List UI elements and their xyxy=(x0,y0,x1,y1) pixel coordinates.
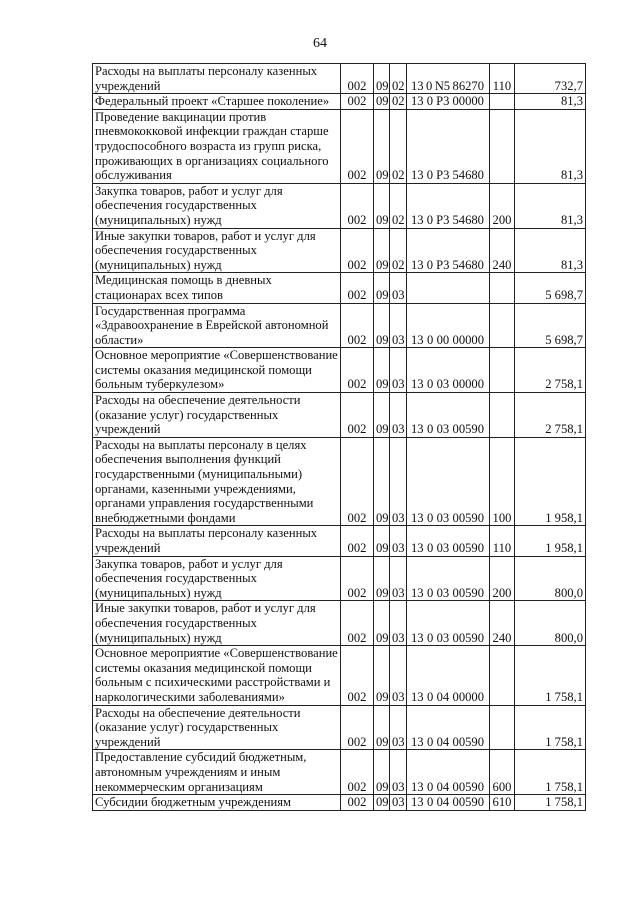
row-name-cell: Расходы на выплаты персоналу в целях обеспечения выполнения функций государственными (муниципальными) органами, казенными учреждениями, органами управления государственными внебюджетными фондами xyxy=(93,437,341,526)
target-article-cell xyxy=(407,556,490,601)
expense-type-cell: 100 xyxy=(490,437,515,526)
target-article-code xyxy=(409,780,487,795)
table-row xyxy=(93,94,586,110)
row-name-cell: Проведение вакцинации против пневмококковой инфекции граждан старше трудоспособного возраста из групп риска, проживающих в организациях социального обслуживания xyxy=(93,109,341,183)
table-row xyxy=(93,705,586,750)
target-article-part: 0 xyxy=(426,630,434,645)
row-name-cell: Расходы на обеспечение деятельности (оказание услуг) государственных учреждений xyxy=(93,705,341,750)
ved-cell: 002 xyxy=(341,348,374,393)
sum-cell: 1 758,1 xyxy=(515,705,586,750)
row-name-cell: Расходы на выплаты персоналу казенных учреждений xyxy=(93,64,341,94)
section-cell: 09 xyxy=(374,646,390,705)
row-name-cell: Основное мероприятие «Совершенствование системы оказания медицинской помощи больным с психическими расстройствами и наркологическими заболеваниями» xyxy=(93,646,341,705)
subsection-cell: 03 xyxy=(390,795,407,811)
ved-cell: 002 xyxy=(341,705,374,750)
sum-cell: 5 698,7 xyxy=(515,273,586,303)
table-row xyxy=(93,109,586,183)
target-article-cell xyxy=(407,273,490,303)
target-article-cell xyxy=(407,601,490,646)
expense-type-cell xyxy=(490,109,515,183)
ved-cell: 002 xyxy=(341,109,374,183)
subsection-cell: 03 xyxy=(390,750,407,795)
table-row xyxy=(93,393,586,438)
row-name-cell: Государственная программа «Здравоохранение в Еврейской автономной области» xyxy=(93,303,341,348)
subsection-cell: 02 xyxy=(390,94,407,110)
sum-cell: 81,3 xyxy=(515,183,586,228)
subsection-cell: 02 xyxy=(390,183,407,228)
target-article-code xyxy=(409,79,487,94)
target-article-cell xyxy=(407,64,490,94)
section-cell: 09 xyxy=(374,94,390,110)
sum-cell: 1 958,1 xyxy=(515,437,586,526)
section-cell: 09 xyxy=(374,705,390,750)
target-article-cell xyxy=(407,646,490,705)
target-article-part: 0 xyxy=(426,585,434,600)
expense-type-cell: 200 xyxy=(490,183,515,228)
target-article-part: 03 xyxy=(436,585,450,600)
table-row xyxy=(93,601,586,646)
subsection-cell: 02 xyxy=(390,64,407,94)
target-article-part: 13 xyxy=(411,795,424,810)
target-article-part: 0 xyxy=(426,689,434,704)
target-article-part: 0 xyxy=(426,779,434,794)
target-article-part: 04 xyxy=(436,689,450,704)
target-article-part: 00590 xyxy=(452,510,484,525)
table-row xyxy=(93,228,586,273)
subsection-cell: 03 xyxy=(390,646,407,705)
row-name-cell: Федеральный проект «Старшее поколение» xyxy=(93,94,341,110)
target-article-cell xyxy=(407,183,490,228)
subsection-cell: 03 xyxy=(390,705,407,750)
table-row xyxy=(93,303,586,348)
target-article-code xyxy=(409,631,487,646)
target-article-code xyxy=(409,377,487,392)
target-article-part: 00000 xyxy=(452,377,484,392)
target-article-code xyxy=(409,168,487,183)
expense-type-cell: 240 xyxy=(490,601,515,646)
target-article-part: 13 xyxy=(411,78,424,93)
target-article-code xyxy=(409,258,487,273)
sum-cell: 800,0 xyxy=(515,601,586,646)
target-article-cell xyxy=(407,109,490,183)
target-article-part: 13 xyxy=(411,212,424,227)
target-article-cell xyxy=(407,303,490,348)
target-article-code xyxy=(409,795,487,810)
section-cell: 09 xyxy=(374,303,390,348)
target-article-code xyxy=(409,586,487,601)
target-article-code xyxy=(409,690,487,705)
target-article-part: P3 xyxy=(436,168,450,183)
target-article-part: 13 xyxy=(411,377,424,392)
target-article-part: 00590 xyxy=(452,585,484,600)
expense-type-cell: 110 xyxy=(490,526,515,556)
table-row xyxy=(93,526,586,556)
target-article-part: 13 xyxy=(411,585,424,600)
target-article-code xyxy=(409,511,487,526)
section-cell: 09 xyxy=(374,393,390,438)
row-name-cell: Иные закупки товаров, работ и услуг для обеспечения государственных (муниципальных) нужд xyxy=(93,601,341,646)
target-article-part: 0 xyxy=(426,510,434,525)
budget-table xyxy=(92,63,586,811)
target-article-part: 00590 xyxy=(452,779,484,794)
row-name-cell: Закупка товаров, работ и услуг для обеспечения государственных (муниципальных) нужд xyxy=(93,183,341,228)
table-row xyxy=(93,348,586,393)
ved-cell: 002 xyxy=(341,556,374,601)
ved-cell: 002 xyxy=(341,303,374,348)
expense-type-cell: 200 xyxy=(490,556,515,601)
sum-cell: 1 958,1 xyxy=(515,526,586,556)
row-name-cell: Субсидии бюджетным учреждениям xyxy=(93,795,341,811)
row-name-cell: Медицинская помощь в дневных стационарах всех типов xyxy=(93,273,341,303)
target-article-part: 0 xyxy=(426,377,434,392)
sum-cell: 1 758,1 xyxy=(515,750,586,795)
target-article-part: 0 xyxy=(426,422,434,437)
target-article-cell xyxy=(407,526,490,556)
section-cell: 09 xyxy=(374,556,390,601)
ved-cell: 002 xyxy=(341,646,374,705)
table-row xyxy=(93,437,586,526)
target-article-part: 0 xyxy=(426,541,434,555)
target-article-part: 0 xyxy=(426,332,434,347)
sum-cell: 1 758,1 xyxy=(515,646,586,705)
sum-cell: 81,3 xyxy=(515,109,586,183)
target-article-part: 00000 xyxy=(452,94,484,109)
target-article-part: 13 xyxy=(411,332,424,347)
table-row xyxy=(93,183,586,228)
ved-cell: 002 xyxy=(341,393,374,438)
subsection-cell: 02 xyxy=(390,228,407,273)
expense-type-cell xyxy=(490,303,515,348)
target-article-part: 13 xyxy=(411,630,424,645)
target-article-part: 04 xyxy=(436,795,450,810)
target-article-part: 00000 xyxy=(452,332,484,347)
ved-cell: 002 xyxy=(341,437,374,526)
target-article-part: 03 xyxy=(436,377,450,392)
table-row xyxy=(93,64,586,94)
ved-cell: 002 xyxy=(341,795,374,811)
target-article-part: 04 xyxy=(436,779,450,794)
subsection-cell: 03 xyxy=(390,348,407,393)
target-article-part: 00590 xyxy=(452,795,484,810)
section-cell: 09 xyxy=(374,437,390,526)
ved-cell: 002 xyxy=(341,183,374,228)
expense-type-cell xyxy=(490,705,515,750)
target-article-part: N5 xyxy=(434,78,451,93)
target-article-part: 13 xyxy=(411,168,424,183)
target-article-part: 0 xyxy=(426,212,433,227)
target-article-cell xyxy=(407,705,490,750)
expense-type-cell xyxy=(490,273,515,303)
target-article-cell xyxy=(407,348,490,393)
ved-cell: 002 xyxy=(341,273,374,303)
expense-type-cell: 600 xyxy=(490,750,515,795)
ved-cell: 002 xyxy=(341,526,374,556)
ved-cell: 002 xyxy=(341,94,374,110)
target-article-part: 03 xyxy=(436,541,450,555)
target-article-cell xyxy=(407,750,490,795)
row-name-cell: Основное мероприятие «Совершенствование системы оказания медицинской помощи больным туберкулезом» xyxy=(93,348,341,393)
target-article-part: 54680 xyxy=(452,168,484,183)
expense-type-cell: 110 xyxy=(490,64,515,94)
page-number: 64 xyxy=(313,36,327,51)
target-article-part: 00590 xyxy=(452,541,484,555)
section-cell: 09 xyxy=(374,109,390,183)
section-cell: 09 xyxy=(374,348,390,393)
ved-cell: 002 xyxy=(341,601,374,646)
section-cell: 09 xyxy=(374,795,390,811)
subsection-cell: 03 xyxy=(390,556,407,601)
section-cell: 09 xyxy=(374,273,390,303)
target-article-part: 0 xyxy=(426,257,433,272)
target-article-part: 00590 xyxy=(452,630,484,645)
target-article-part: 00 xyxy=(436,332,450,347)
target-article-part: P3 xyxy=(436,94,450,109)
target-article-part: 00590 xyxy=(452,422,484,437)
target-article-part: 13 xyxy=(411,689,424,704)
sum-cell: 800,0 xyxy=(515,556,586,601)
row-name-cell: Закупка товаров, работ и услуг для обеспечения государственных (муниципальных) нужд xyxy=(93,556,341,601)
ved-cell: 002 xyxy=(341,228,374,273)
target-article-part: 13 xyxy=(411,510,424,525)
budget-table-body xyxy=(93,64,586,811)
target-article-part: 54680 xyxy=(452,257,484,272)
target-article-part: 00590 xyxy=(452,734,484,749)
target-article-cell xyxy=(407,795,490,811)
sum-cell: 2 758,1 xyxy=(515,348,586,393)
row-name-cell: Предоставление субсидий бюджетным, автономным учреждениям и иным некоммерческим организациям xyxy=(93,750,341,795)
table-row xyxy=(93,795,586,811)
table-row xyxy=(93,646,586,705)
subsection-cell: 03 xyxy=(390,303,407,348)
table-row xyxy=(93,750,586,795)
table-row xyxy=(93,273,586,303)
sum-cell: 81,3 xyxy=(515,94,586,110)
section-cell: 09 xyxy=(374,601,390,646)
expense-type-cell: 610 xyxy=(490,795,515,811)
sum-cell: 5 698,7 xyxy=(515,303,586,348)
target-article-code xyxy=(409,541,487,556)
target-article-part: 04 xyxy=(436,734,450,749)
target-article-part: P3 xyxy=(436,257,450,272)
expense-type-cell xyxy=(490,393,515,438)
subsection-cell: 03 xyxy=(390,273,407,303)
target-article-code xyxy=(409,94,487,109)
section-cell: 09 xyxy=(374,526,390,556)
ved-cell: 002 xyxy=(341,64,374,94)
sum-cell: 732,7 xyxy=(515,64,586,94)
target-article-code xyxy=(409,422,487,437)
target-article-part: P3 xyxy=(436,212,450,227)
expense-type-cell: 240 xyxy=(490,228,515,273)
subsection-cell: 03 xyxy=(390,526,407,556)
subsection-cell: 03 xyxy=(390,437,407,526)
subsection-cell: 03 xyxy=(390,601,407,646)
target-article-part: 13 xyxy=(411,94,424,109)
ved-cell: 002 xyxy=(341,750,374,795)
target-article-part: 0 xyxy=(426,78,433,93)
sum-cell: 2 758,1 xyxy=(515,393,586,438)
subsection-cell: 02 xyxy=(390,109,407,183)
sum-cell: 81,3 xyxy=(515,228,586,273)
row-name-cell: Расходы на выплаты персоналу казенных учреждений xyxy=(93,526,341,556)
section-cell: 09 xyxy=(374,183,390,228)
target-article-part: 13 xyxy=(411,257,424,272)
target-article-part: 13 xyxy=(411,734,424,749)
target-article-part: 03 xyxy=(436,510,450,525)
sum-cell: 1 758,1 xyxy=(515,795,586,811)
target-article-cell xyxy=(407,393,490,438)
subsection-cell: 03 xyxy=(390,393,407,438)
target-article-cell xyxy=(407,437,490,526)
target-article-cell xyxy=(407,94,490,110)
table-row xyxy=(93,556,586,601)
section-cell: 09 xyxy=(374,750,390,795)
target-article-part: 13 xyxy=(411,422,424,437)
target-article-code xyxy=(409,333,487,348)
expense-type-cell xyxy=(490,646,515,705)
target-article-part: 03 xyxy=(436,630,450,645)
section-cell: 09 xyxy=(374,64,390,94)
target-article-part: 86270 xyxy=(452,78,484,93)
expense-type-cell xyxy=(490,348,515,393)
row-name-cell: Иные закупки товаров, работ и услуг для обеспечения государственных (муниципальных) нужд xyxy=(93,228,341,273)
target-article-part: 03 xyxy=(436,422,450,437)
target-article-part: 0 xyxy=(426,168,433,183)
section-cell: 09 xyxy=(374,228,390,273)
target-article-part: 0 xyxy=(426,94,433,109)
target-article-cell xyxy=(407,228,490,273)
expense-type-cell xyxy=(490,94,515,110)
target-article-part: 54680 xyxy=(452,212,484,227)
target-article-part: 13 xyxy=(411,779,424,794)
target-article-part: 0 xyxy=(426,734,434,749)
target-article-code xyxy=(409,213,487,228)
target-article-part: 00000 xyxy=(452,689,484,704)
target-article-part: 0 xyxy=(426,795,434,810)
target-article-part: 13 xyxy=(411,541,424,555)
target-article-code xyxy=(409,735,487,750)
row-name-cell: Расходы на обеспечение деятельности (оказание услуг) государственных учреждений xyxy=(93,393,341,438)
